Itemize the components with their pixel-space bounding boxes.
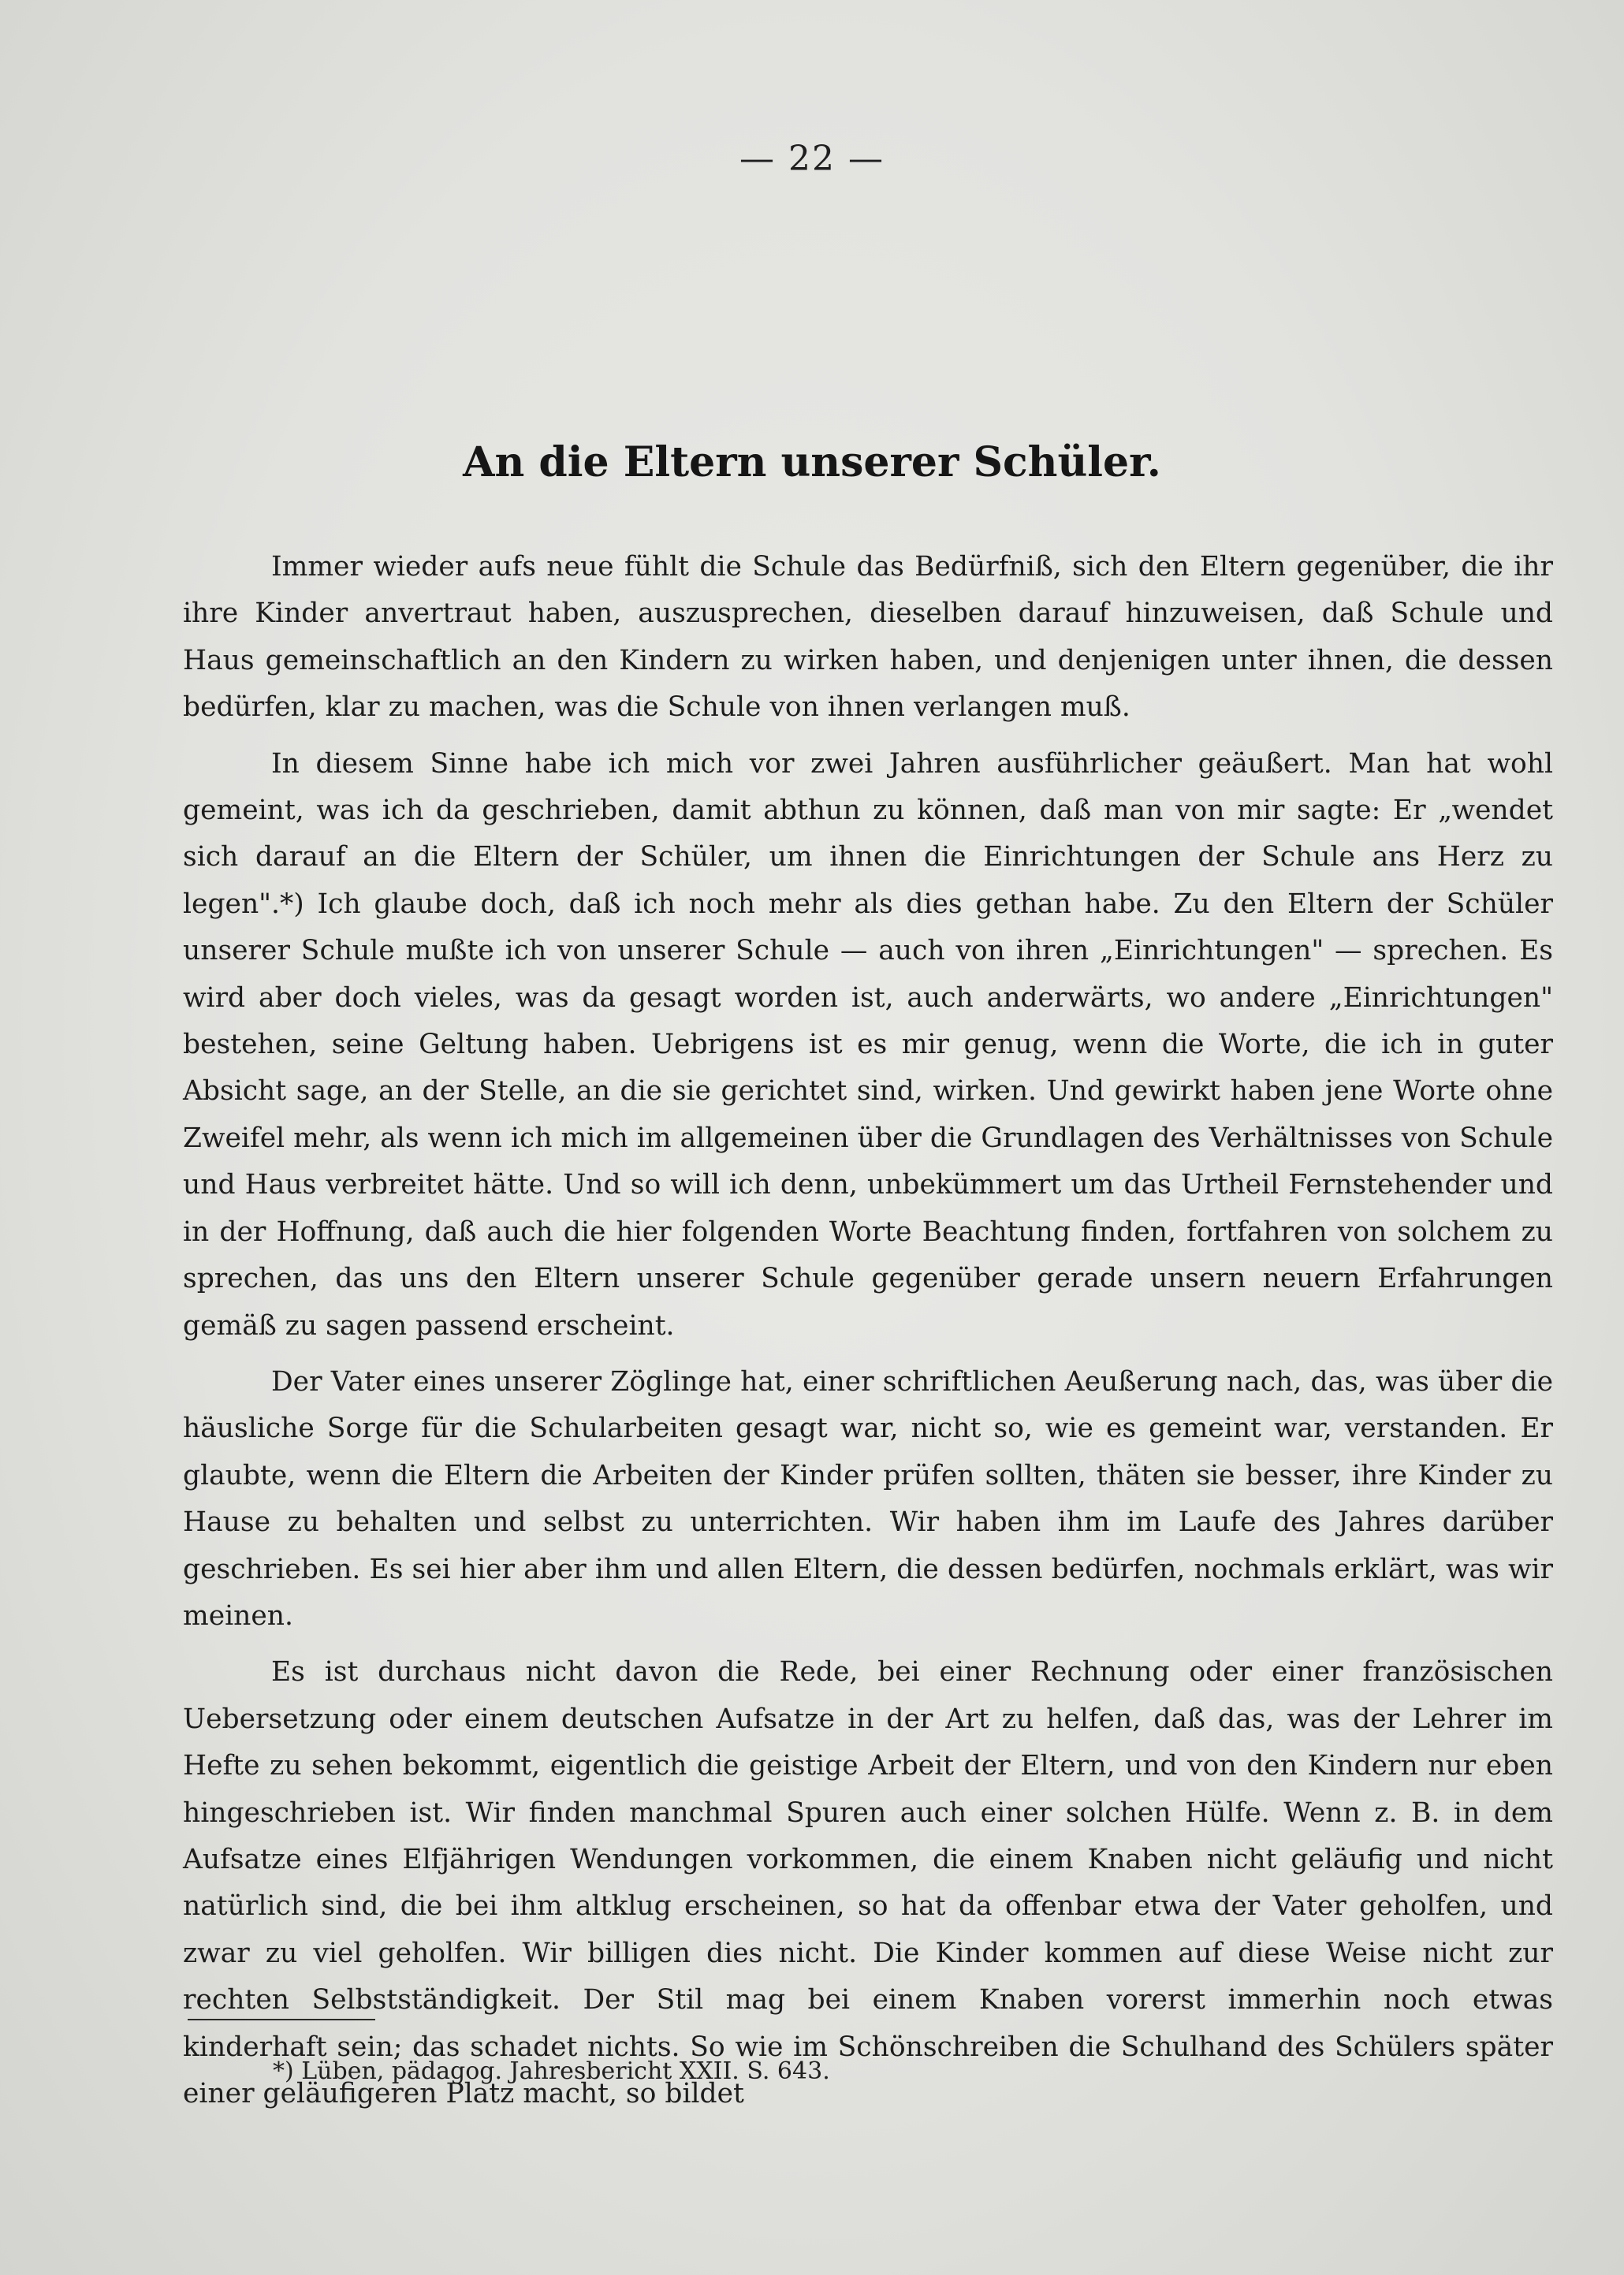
page-number: — 22 — <box>739 139 885 179</box>
paragraph-4: Es ist durchaus nicht davon die Rede, bei einer Rechnung oder einer französischen Uebersetzung oder einem deutschen Aufsatze in der Art zu helfen, daß das, was der Lehrer im Hefte zu sehen bekommt, eigentlich die geistige Arbeit der Eltern, und von den Kindern nur eben hingeschrieben ist. Wir finden manchmal Spuren auch einer solchen Hülfe. Wenn z. B. in dem Aufsatze eines Elfjährigen Wendungen vorkommen, die einem Knaben nicht geläufig und nicht natürlich sind, die bei ihm altklug erscheinen, so hat da offenbar etwa der Vater geholfen, und zwar zu viel geholfen. Wir billigen dies nicht. Die Kinder kommen auf diese Weise nicht zur rechten Selbstständigkeit. Der Stil mag bei einem Knaben vorerst immerhin noch etwas kinderhaft sein; das schadet nichts. So wie im Schönschreiben die Schulhand des Schülers später einer geläufigeren Platz macht, so bildet <box>183 1656 1553 2109</box>
paragraph-1: Immer wieder aufs neue fühlt die Schule das Bedürfniß, sich den Eltern gegenüber, die ihr ihre Kinder anvertraut haben, auszusprechen, dieselben darauf hinzuweisen, daß Schule und Haus gemeinschaftlich an den Kindern zu wirken haben, und denjenigen unter ihnen, die dessen bedürfen, klar zu machen, was die Schule von ihnen verlangen muß. <box>183 551 1553 724</box>
footnote: *) Lüben, pädagog. Jahresbericht XXII. S. 643. <box>273 2057 830 2085</box>
footnote-divider <box>188 2019 375 2020</box>
article-title: An die Eltern unserer Schüler. <box>463 438 1161 486</box>
paragraph-2: In diesem Sinne habe ich mich vor zwei Jahren ausführlicher geäußert. Man hat wohl gemeint, was ich da geschrieben, damit abthun zu können, daß man von mir sagte: Er „wendet sich darauf an die Eltern der Schüler, um ihnen die Einrichtungen der Schule ans Herz zu legen".*) Ich glaube doch, daß ich noch mehr als dies gethan habe. Zu den Eltern der Schüler unserer Schule mußte ich von unserer Schule — auch von ihren „Einrichtungen" — sprechen. Es wird aber doch vieles, was da gesagt worden ist, auch anderwärts, wo andere „Einrichtungen" bestehen, seine Geltung haben. Uebrigens ist es mir genug, wenn die Worte, die ich in guter Absicht sage, an der Stelle, an die sie gerichtet sind, wirken. Und gewirkt haben jene Worte ohne Zweifel mehr, als wenn ich mich im allgemeinen über die Grundlagen des Verhältnisses von Schule und Haus verbreitet hätte. Und so will ich denn, unbekümmert um das Urtheil Fernstehender und in der Hoffnung, daß auch die hier folgenden Worte Beachtung finden, fortfahren von solchem zu sprechen, das uns den Eltern unserer Schule gegenüber gerade unsern neuern Erfahrungen gemäß zu sagen passend erscheint. <box>183 747 1553 1342</box>
article-body <box>183 544 1553 2117</box>
paragraph-3: Der Vater eines unserer Zöglinge hat, einer schriftlichen Aeußerung nach, das, was über die häusliche Sorge für die Schularbeiten gesagt war, nicht so, wie es gemeint war, verstanden. Er glaubte, wenn die Eltern die Arbeiten der Kinder prüfen sollten, thäten sie besser, ihre Kinder zu Hause zu behalten und selbst zu unterrichten. Wir haben ihm im Laufe des Jahres darüber geschrieben. Es sei hier aber ihm und allen Eltern, die dessen bedürfen, nochmals erklärt, was wir meinen. <box>183 1365 1553 1632</box>
